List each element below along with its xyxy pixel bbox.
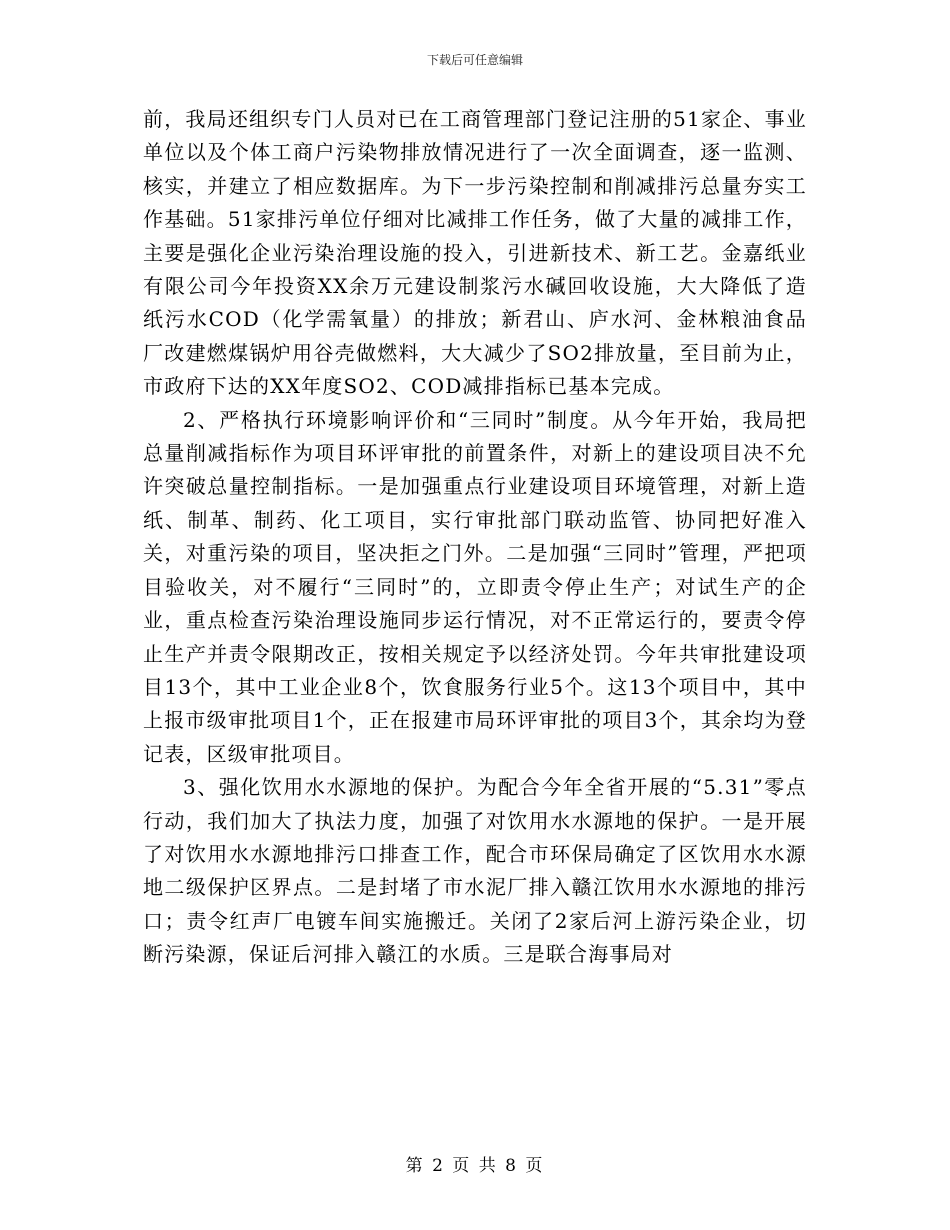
paragraph-eia-system: 2、严格执行环境影响评价和“三同时”制度。从今年开始，我局把总量削减指标作为项目环评审批的前置条件，对新上的建设项目决不允许突破总量控制指标。一是加强重点行业建设项目环境管理，对新上造纸、制革、制药、化工项目，实行审批部门联动监管、协同把好准入关，对重污染的项目，坚决拒之门外。二是加强“三同时”管理，严把项目验收关，对不履行“三同时”的，立即责令停止生产；对试生产的企业，重点检查污染治理设施同步运行情况，对不正常运行的，要责令停止生产并责令限期改正，按相关规定予以经济处罚。今年共审批建设项目13个，其中工业企业8个，饮食服务行业5个。这13个项目中，其中上报市级审批项目1个，正在报建市局环评审批的项目3个，其余均为登记表，区级审批项目。: [143, 407, 807, 766]
paragraph-continuation: 前，我局还组织专门人员对已在工商管理部门登记注册的51家企、事业单位以及个体工商户污染物排放情况进行了一次全面调查，逐一监测、核实，并建立了相应数据库。为下一步污染控制和削减排污总量夯实工作基础。51家排污单位仔细对比减排工作任务，做了大量的减排工作，主要是强化企业污染治理设施的投入，引进新技术、新工艺。金嘉纸业有限公司今年投资XX余万元建设制浆污水碱回收设施，大大降低了造纸污水COD（化学需氧量）的排放；新君山、庐水河、金林粮油食品厂改建燃煤锅炉用谷壳做燃料，大大减少了SO2排放量，至目前为止，市政府下达的XX年度SO2、COD减排指标已基本完成。: [143, 107, 807, 399]
paragraph-water-source-protection: 3、强化饮用水水源地的保护。为配合今年全省开展的“5.31”零点行动，我们加大了执法力度，加强了对饮用水水源地的保护。一是开展了对饮用水水源地排污口排查工作，配合市环保局确定了区饮用水水源地二级保护区界点。二是封堵了市水泥厂排入赣江饮用水水源地的排污口；责令红声厂电镀车间实施搬迁。关闭了2家后河上游污染企业，切断污染源，保证后河排入赣江的水质。三是联合海事局对: [143, 775, 807, 967]
page-header-note: 下载后可任意编辑: [426, 53, 523, 67]
document-body: [143, 103, 807, 972]
page-number: 第 2 页 共 8 页: [405, 1156, 545, 1176]
